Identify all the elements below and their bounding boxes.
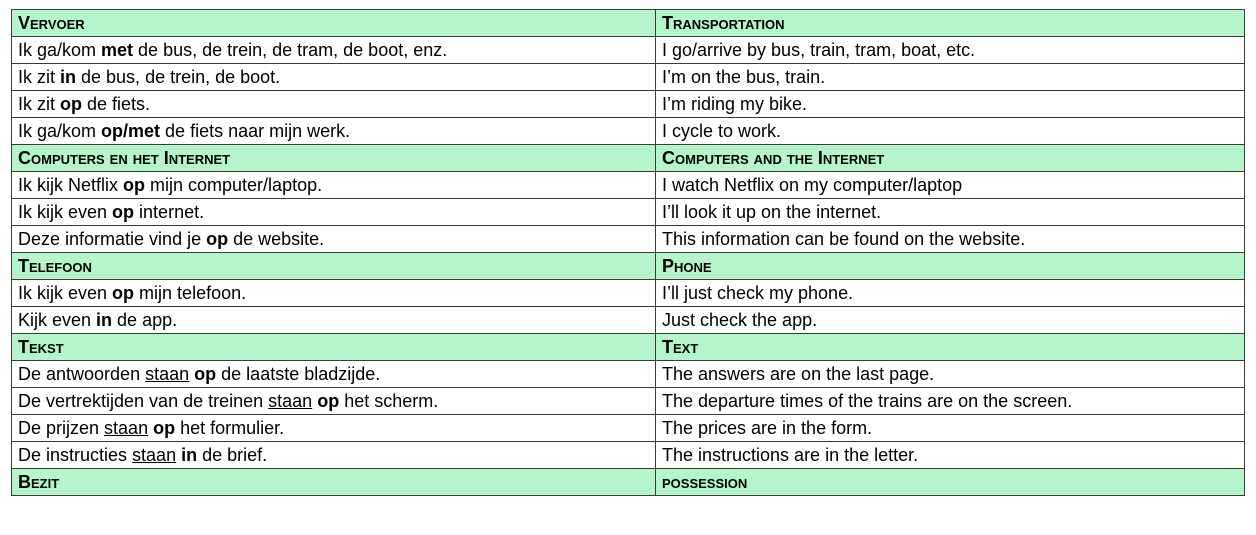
vocabulary-table-body bbox=[12, 10, 1245, 496]
section-header-label: Transportation bbox=[662, 13, 785, 33]
dutch-sentence bbox=[12, 442, 656, 469]
english-translation: The answers are on the last page. bbox=[656, 361, 1245, 388]
section-header-label: Vervoer bbox=[18, 13, 85, 33]
section-header-label: Phone bbox=[662, 256, 712, 276]
dutch-sentence bbox=[12, 388, 656, 415]
sentence-text: de bus, de trein, de boot. bbox=[76, 67, 281, 87]
english-translation: I’ll look it up on the internet. bbox=[656, 199, 1245, 226]
sentence-text: de fiets. bbox=[82, 94, 151, 114]
sentence-text: De prijzen bbox=[18, 418, 105, 438]
sentence-text: Kijk even bbox=[18, 310, 97, 330]
table-row bbox=[12, 442, 1245, 469]
preposition: op bbox=[153, 418, 176, 438]
sentence-text: Ik zit bbox=[18, 94, 61, 114]
sentence-text: mijn computer/laptop. bbox=[145, 175, 323, 195]
section-header-label: Text bbox=[662, 337, 699, 357]
section-header-label: possession bbox=[662, 472, 748, 492]
section-header-label: Telefoon bbox=[18, 256, 92, 276]
sentence-text: Ik ga/kom bbox=[18, 40, 102, 60]
sentence-text: mijn telefoon. bbox=[134, 283, 247, 303]
english-translation: Just check the app. bbox=[656, 307, 1245, 334]
sentence-text: De antwoorden bbox=[18, 364, 146, 384]
underlined-verb: staan bbox=[104, 418, 149, 438]
section-header-dutch bbox=[12, 469, 656, 496]
english-translation: The departure times of the trains are on the screen. bbox=[656, 388, 1245, 415]
table-row bbox=[12, 415, 1245, 442]
sentence-text: het formulier. bbox=[175, 418, 285, 438]
sentence-text: De instructies bbox=[18, 445, 133, 465]
vocabulary-table bbox=[11, 9, 1245, 496]
english-translation: I’ll just check my phone. bbox=[656, 280, 1245, 307]
preposition: op bbox=[194, 364, 217, 384]
table-row bbox=[12, 118, 1245, 145]
preposition: op bbox=[60, 94, 83, 114]
preposition: op bbox=[123, 175, 146, 195]
dutch-sentence bbox=[12, 64, 656, 91]
section-header-dutch bbox=[12, 334, 656, 361]
sentence-text: Ik ga/kom bbox=[18, 121, 102, 141]
section-header-row bbox=[12, 10, 1245, 37]
section-header-dutch bbox=[12, 253, 656, 280]
english-translation: The prices are in the form. bbox=[656, 415, 1245, 442]
table-row bbox=[12, 226, 1245, 253]
english-translation: This information can be found on the website. bbox=[656, 226, 1245, 253]
section-header-english bbox=[656, 469, 1245, 496]
english-translation: I’m riding my bike. bbox=[656, 91, 1245, 118]
section-header-english bbox=[656, 145, 1245, 172]
dutch-sentence bbox=[12, 415, 656, 442]
sentence-text: de app. bbox=[112, 310, 178, 330]
section-header-label: Bezit bbox=[18, 472, 60, 492]
preposition: op bbox=[112, 202, 135, 222]
preposition: op/met bbox=[101, 121, 161, 141]
underlined-verb: staan bbox=[132, 445, 177, 465]
table-row bbox=[12, 91, 1245, 118]
preposition: in bbox=[60, 67, 77, 87]
sentence-text: de brief. bbox=[197, 445, 268, 465]
table-row bbox=[12, 280, 1245, 307]
sentence-text: de bus, de trein, de tram, de boot, enz. bbox=[133, 40, 448, 60]
table-row bbox=[12, 64, 1245, 91]
dutch-sentence bbox=[12, 280, 656, 307]
section-header-label: Computers and the Internet bbox=[662, 148, 885, 168]
english-translation: The instructions are in the letter. bbox=[656, 442, 1245, 469]
preposition: op bbox=[206, 229, 229, 249]
table-row bbox=[12, 361, 1245, 388]
preposition: in bbox=[96, 310, 113, 330]
section-header-row bbox=[12, 469, 1245, 496]
english-translation: I go/arrive by bus, train, tram, boat, etc. bbox=[656, 37, 1245, 64]
preposition: op bbox=[317, 391, 340, 411]
dutch-sentence bbox=[12, 226, 656, 253]
preposition: op bbox=[112, 283, 135, 303]
dutch-sentence bbox=[12, 118, 656, 145]
section-header-row bbox=[12, 334, 1245, 361]
dutch-sentence bbox=[12, 37, 656, 64]
section-header-dutch bbox=[12, 10, 656, 37]
preposition: met bbox=[101, 40, 134, 60]
underlined-verb: staan bbox=[268, 391, 313, 411]
dutch-sentence bbox=[12, 172, 656, 199]
sentence-text: het scherm. bbox=[339, 391, 439, 411]
table-row bbox=[12, 37, 1245, 64]
preposition: in bbox=[181, 445, 198, 465]
sentence-text: de fiets naar mijn werk. bbox=[160, 121, 351, 141]
sentence-text: Ik zit bbox=[18, 67, 61, 87]
english-translation: I cycle to work. bbox=[656, 118, 1245, 145]
english-translation: I’m on the bus, train. bbox=[656, 64, 1245, 91]
table-row bbox=[12, 199, 1245, 226]
section-header-english bbox=[656, 10, 1245, 37]
section-header-row bbox=[12, 253, 1245, 280]
section-header-dutch bbox=[12, 145, 656, 172]
dutch-sentence bbox=[12, 307, 656, 334]
sentence-text: de website. bbox=[228, 229, 325, 249]
sentence-text: Ik kijk Netflix bbox=[18, 175, 124, 195]
underlined-verb: staan bbox=[145, 364, 190, 384]
sentence-text: Ik kijk even bbox=[18, 202, 113, 222]
dutch-sentence bbox=[12, 91, 656, 118]
table-row bbox=[12, 172, 1245, 199]
sentence-text: Ik kijk even bbox=[18, 283, 113, 303]
section-header-english bbox=[656, 334, 1245, 361]
sentence-text: De vertrektijden van de treinen bbox=[18, 391, 269, 411]
sentence-text: Deze informatie vind je bbox=[18, 229, 207, 249]
section-header-row bbox=[12, 145, 1245, 172]
section-header-english bbox=[656, 253, 1245, 280]
table-row bbox=[12, 307, 1245, 334]
table-row bbox=[12, 388, 1245, 415]
english-translation: I watch Netflix on my computer/laptop bbox=[656, 172, 1245, 199]
sentence-text: de laatste bladzijde. bbox=[216, 364, 381, 384]
section-header-label: Computers en het Internet bbox=[18, 148, 231, 168]
sentence-text: internet. bbox=[134, 202, 205, 222]
section-header-label: Tekst bbox=[18, 337, 64, 357]
dutch-sentence bbox=[12, 199, 656, 226]
dutch-sentence bbox=[12, 361, 656, 388]
